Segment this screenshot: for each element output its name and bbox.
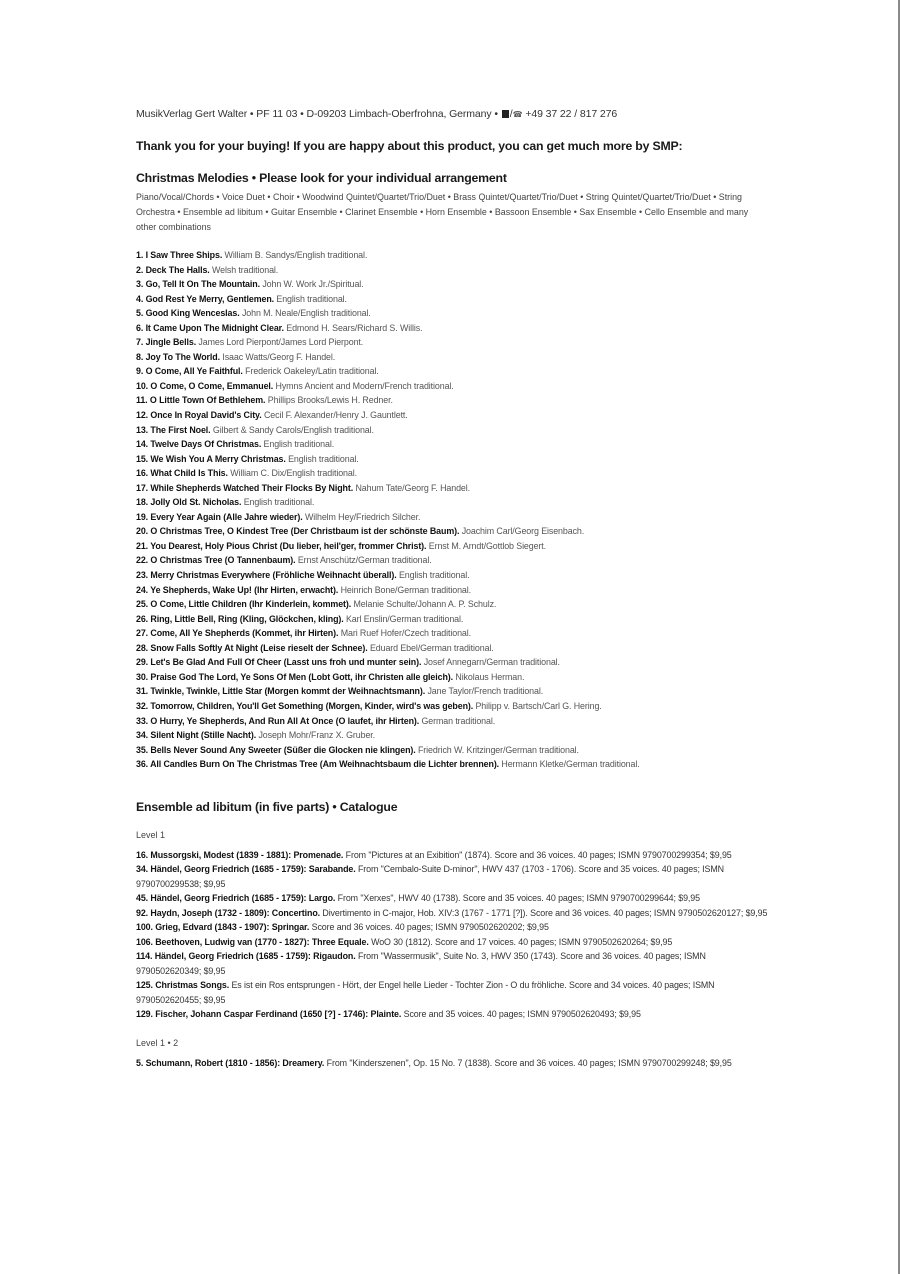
song-title: 32. Tomorrow, Children, You'll Get Something (Morgen, Kinder, wird's was geben). bbox=[136, 700, 474, 711]
song-credit: Jane Taylor/French traditional. bbox=[425, 686, 544, 697]
song-item bbox=[136, 350, 776, 365]
song-credit: English traditional. bbox=[241, 497, 315, 508]
song-credit: Mari Ruef Hofer/Czech traditional. bbox=[338, 628, 471, 639]
song-credit: English traditional. bbox=[396, 570, 470, 581]
song-item bbox=[136, 466, 776, 481]
song-item bbox=[136, 641, 776, 656]
catalogue-entry-title: 5. Schumann, Robert (1810 - 1856): Dreamery. bbox=[136, 1057, 325, 1068]
song-item bbox=[136, 364, 776, 379]
song-item bbox=[136, 539, 776, 554]
song-credit: Heinrich Bone/German traditional. bbox=[338, 584, 472, 595]
song-credit: William C. Dix/English traditional. bbox=[227, 468, 357, 479]
song-title: 31. Twinkle, Twinkle, Little Star (Morgen kommt der Weihnachtsmann). bbox=[136, 686, 426, 697]
catalogue-entry-details: From "Wassermusik", Suite No. 3, HWV 350 (1743). Score and 36 voices. 40 pages; ISMN 9790502620349; $9,95 bbox=[136, 951, 706, 976]
song-credit: Melanie Schulte/Johann A. P. Schulz. bbox=[351, 599, 497, 610]
catalogue-entry-title: 16. Mussorgski, Modest (1839 - 1881): Promenade. bbox=[136, 849, 344, 860]
song-credit: Welsh traditional. bbox=[209, 264, 279, 275]
song-item bbox=[136, 714, 776, 729]
song-credit: Nahum Tate/Georg F. Handel. bbox=[353, 482, 471, 493]
catalogue-entry-details: From "Cembalo-Suite D-minor", HWV 437 (1703 - 1706). Score and 35 voices. 40 pages; ISMN 9790700299538; $9,95 bbox=[136, 864, 724, 889]
song-credit: Edmond H. Sears/Richard S. Willis. bbox=[283, 322, 423, 333]
song-item bbox=[136, 655, 776, 670]
song-credit: John M. Neale/English traditional. bbox=[239, 308, 371, 319]
catalogue-entry-list bbox=[136, 1056, 776, 1071]
song-item bbox=[136, 743, 776, 758]
catalogue-entry-details: From "Kinderszenen", Op. 15 No. 7 (1838). Score and 36 voices. 40 pages; ISMN 9790700299248; $9,95 bbox=[324, 1057, 732, 1068]
song-credit: Wilhelm Hey/Friedrich Silcher. bbox=[302, 511, 421, 522]
thanks-heading: Thank you for your buying! If you are happy about this product, you can get much more by SMP: bbox=[136, 139, 683, 153]
header-separator: / bbox=[509, 108, 513, 120]
song-title: 35. Bells Never Sound Any Sweeter (Süßer die Glocken nie klingen). bbox=[136, 744, 416, 755]
song-title: 5. Good King Wenceslas. bbox=[136, 308, 240, 319]
song-title: 29. Let's Be Glad And Full Of Cheer (Lasst uns froh und munter sein). bbox=[136, 657, 422, 668]
song-title: 21. You Dearest, Holy Pious Christ (Du lieber, heil'ger, frommer Christ). bbox=[136, 540, 427, 551]
christmas-heading: Christmas Melodies • Please look for your individual arrangement bbox=[136, 171, 507, 185]
catalogue-entry-list bbox=[136, 848, 776, 1022]
song-item bbox=[136, 379, 776, 394]
song-credit: Karl Enslin/German traditional. bbox=[343, 613, 464, 624]
catalogue-entry-details: From "Pictures at an Exibition" (1874). Score and 36 voices. 40 pages; ISMN 9790700299354; $9,95 bbox=[343, 849, 732, 860]
song-item bbox=[136, 626, 776, 641]
catalogue-entry-details: WoO 30 (1812). Score and 17 voices. 40 pages; ISMN 9790502620264; $9,95 bbox=[368, 936, 673, 947]
song-title: 34. Silent Night (Stille Nacht). bbox=[136, 730, 257, 741]
catalogue-entry bbox=[136, 862, 768, 891]
song-item bbox=[136, 553, 776, 568]
song-credit: English traditional. bbox=[261, 439, 335, 450]
song-item bbox=[136, 757, 776, 772]
catalogue-entry bbox=[136, 949, 768, 978]
song-item bbox=[136, 510, 776, 525]
song-title: 18. Jolly Old St. Nicholas. bbox=[136, 497, 242, 508]
song-credit: James Lord Pierpont/James Lord Pierpont. bbox=[196, 337, 364, 348]
catalogue-level-label: Level 1 bbox=[136, 829, 166, 840]
catalogue-entry bbox=[136, 920, 768, 935]
song-item bbox=[136, 684, 776, 699]
catalogue-entry-details: From "Xerxes", HWV 40 (1738). Score and 35 voices. 40 pages; ISMN 9790700299644; $9,95 bbox=[335, 893, 700, 904]
song-item bbox=[136, 670, 776, 685]
publisher-phone: +49 37 22 / 817 276 bbox=[525, 108, 618, 120]
song-title: 19. Every Year Again (Alle Jahre wieder). bbox=[136, 511, 303, 522]
document-page bbox=[136, 108, 776, 1070]
song-item bbox=[136, 277, 776, 292]
catalogue-entry-title: 34. Händel, Georg Friedrich (1685 - 1759): Sarabande. bbox=[136, 864, 356, 875]
song-item bbox=[136, 248, 776, 263]
catalogue-entry-title: 125. Christmas Songs. bbox=[136, 980, 230, 991]
song-credit: Hermann Kletke/German traditional. bbox=[499, 759, 640, 770]
song-title: 14. Twelve Days Of Christmas. bbox=[136, 439, 262, 450]
catalogue-heading: Ensemble ad libitum (in five parts) • Catalogue bbox=[136, 799, 398, 814]
catalogue-entry-title: 114. Händel, Georg Friedrich (1685 - 1759): Rigaudon. bbox=[136, 951, 356, 962]
song-title: 36. All Candles Burn On The Christmas Tree (Am Weihnachtsbaum die Lichter brennen). bbox=[136, 759, 500, 770]
catalogue-entry bbox=[136, 1007, 768, 1022]
song-title: 24. Ye Shepherds, Wake Up! (Ihr Hirten, erwacht). bbox=[136, 584, 339, 595]
song-item bbox=[136, 393, 776, 408]
song-title: 33. O Hurry, Ye Shepherds, And Run All At Once (O laufet, ihr Hirten). bbox=[136, 715, 420, 726]
catalogue-level-label: Level 1 • 2 bbox=[136, 1037, 179, 1048]
song-credit: Ernst Anschütz/German traditional. bbox=[295, 555, 432, 566]
catalogue-entry-title: 106. Beethoven, Ludwig van (1770 - 1827): Three Equale. bbox=[136, 936, 369, 947]
song-credit: William B. Sandys/English traditional. bbox=[222, 250, 368, 260]
song-title: 20. O Christmas Tree, O Kindest Tree (Der Christbaum ist der schönste Baum). bbox=[136, 526, 460, 537]
song-item bbox=[136, 481, 776, 496]
catalogue-entry-title: 129. Fischer, Johann Caspar Ferdinand (1650 [?] - 1746): Plainte. bbox=[136, 1009, 402, 1020]
song-item bbox=[136, 524, 776, 539]
song-title: 25. O Come, Little Children (Ihr Kinderlein, kommet). bbox=[136, 599, 352, 610]
catalogue-entry bbox=[136, 1056, 768, 1071]
song-title: 12. Once In Royal David's City. bbox=[136, 410, 262, 421]
song-title: 7. Jingle Bells. bbox=[136, 337, 197, 348]
catalogue-entry-title: 92. Haydn, Joseph (1732 - 1809): Concertino. bbox=[136, 907, 321, 918]
song-item bbox=[136, 306, 776, 321]
song-credit: John W. Work Jr./Spiritual. bbox=[259, 279, 364, 290]
song-title: 26. Ring, Little Bell, Ring (Kling, Glöckchen, kling). bbox=[136, 613, 344, 624]
song-title: 1. I Saw Three Ships. bbox=[136, 250, 223, 260]
song-credit: Ernst M. Arndt/Gottlob Siegert. bbox=[426, 540, 547, 551]
song-title: 11. O Little Town Of Bethlehem. bbox=[136, 395, 266, 406]
song-title: 30. Praise God The Lord, Ye Sons Of Men (Lobt Gott, ihr Christen alle gleich). bbox=[136, 671, 454, 682]
catalogue-entry-details: Score and 35 voices. 40 pages; ISMN 9790502620493; $9,95 bbox=[401, 1009, 641, 1020]
song-title: 4. God Rest Ye Merry, Gentlemen. bbox=[136, 293, 275, 304]
song-credit: Frederick Oakeley/Latin traditional. bbox=[242, 366, 379, 377]
phone-icon bbox=[502, 110, 509, 118]
song-title: 3. Go, Tell It On The Mountain. bbox=[136, 279, 260, 290]
song-title: 28. Snow Falls Softly At Night (Leise rieselt der Schnee). bbox=[136, 642, 368, 653]
song-item bbox=[136, 699, 776, 714]
song-credit: Isaac Watts/Georg F. Handel. bbox=[219, 351, 336, 362]
catalogue-entry bbox=[136, 848, 768, 863]
song-credit: Joachim Carl/Georg Eisenbach. bbox=[459, 526, 585, 537]
song-title: 6. It Came Upon The Midnight Clear. bbox=[136, 322, 284, 333]
song-credit: Nikolaus Herman. bbox=[453, 671, 525, 682]
song-credit: German traditional. bbox=[419, 715, 496, 726]
song-list bbox=[136, 248, 776, 772]
song-title: 23. Merry Christmas Everywhere (Fröhliche Weihnacht überall). bbox=[136, 570, 397, 581]
song-credit: English traditional. bbox=[285, 453, 359, 464]
song-title: 2. Deck The Halls. bbox=[136, 264, 210, 275]
song-item bbox=[136, 568, 776, 583]
fax-icon: ☎ bbox=[512, 110, 523, 119]
catalogue-entry-title: 45. Händel, Georg Friedrich (1685 - 1759): Largo. bbox=[136, 893, 336, 904]
song-item bbox=[136, 728, 776, 743]
song-credit: Cecil F. Alexander/Henry J. Gauntlett. bbox=[261, 410, 408, 421]
song-item bbox=[136, 495, 776, 510]
song-title: 13. The First Noel. bbox=[136, 424, 211, 435]
publisher-header bbox=[136, 108, 776, 120]
catalogue-levels bbox=[136, 830, 776, 1071]
catalogue-entry-details: Score and 36 voices. 40 pages; ISMN 9790502620202; $9,95 bbox=[309, 922, 549, 933]
catalogue-entry bbox=[136, 978, 768, 1007]
song-item bbox=[136, 292, 776, 307]
song-item bbox=[136, 321, 776, 336]
publisher-address: MusikVerlag Gert Walter • PF 11 03 • D-09203 Limbach-Oberfrohna, Germany • bbox=[136, 108, 498, 120]
song-credit: Gilbert & Sandy Carols/English traditional. bbox=[210, 424, 374, 435]
song-item bbox=[136, 423, 776, 438]
song-item bbox=[136, 263, 776, 278]
song-title: 10. O Come, O Come, Emmanuel. bbox=[136, 380, 274, 391]
catalogue-entry bbox=[136, 935, 768, 950]
song-credit: Joseph Mohr/Franz X. Gruber. bbox=[256, 730, 376, 741]
song-item bbox=[136, 408, 776, 423]
song-item bbox=[136, 335, 776, 350]
catalogue-entry-details: Divertimento in C-major, Hob. XIV:3 (1767 - 1771 [?]). Score and 36 voices. 40 pages; ISMN 9790502620127; $9,95 bbox=[320, 907, 768, 918]
song-credit: English traditional. bbox=[274, 293, 347, 304]
song-item bbox=[136, 583, 776, 598]
song-item bbox=[136, 437, 776, 452]
song-title: 17. While Shepherds Watched Their Flocks By Night. bbox=[136, 482, 354, 493]
catalogue-entry-title: 100. Grieg, Edvard (1843 - 1907): Springar. bbox=[136, 922, 310, 933]
catalogue-entry-details: Es ist ein Ros entsprungen - Hört, der Engel helle Lieder - Tochter Zion - O du fröhliche. Score and 34 voices. 40 pages; ISMN 9790502620455; $9,95 bbox=[136, 980, 715, 1005]
song-title: 27. Come, All Ye Shepherds (Kommet, ihr Hirten). bbox=[136, 628, 339, 639]
song-credit: Phillips Brooks/Lewis H. Redner. bbox=[265, 395, 393, 406]
song-credit: Eduard Ebel/German traditional. bbox=[367, 642, 494, 653]
song-item bbox=[136, 452, 776, 467]
song-credit: Philipp v. Bartsch/Carl G. Hering. bbox=[473, 700, 602, 711]
song-item bbox=[136, 612, 776, 627]
song-credit: Friedrich W. Kritzinger/German traditional. bbox=[415, 744, 579, 755]
song-credit: Josef Annegarn/German traditional. bbox=[421, 657, 560, 668]
song-title: 9. O Come, All Ye Faithful. bbox=[136, 366, 243, 377]
catalogue-entry bbox=[136, 906, 768, 921]
catalogue-entry bbox=[136, 891, 768, 906]
song-item bbox=[136, 597, 776, 612]
song-title: 22. O Christmas Tree (O Tannenbaum). bbox=[136, 555, 296, 566]
song-title: 16. What Child Is This. bbox=[136, 468, 228, 479]
christmas-intro: Piano/Vocal/Chords • Voice Duet • Choir • Woodwind Quintet/Quartet/Trio/Duet • Brass Quintet/Quartet/Trio/Duet • String Quintet/Quartet/Trio/Duet • String Orchestra • Ensemble ad libitum • Guitar Ensemble • Clarinet Ensemble • Horn Ensemble • Bassoon Ensemble • Sax Ensemble • Cello Ensemble and many other combinations bbox=[136, 192, 749, 232]
song-title: 15. We Wish You A Merry Christmas. bbox=[136, 453, 286, 464]
song-title: 8. Joy To The World. bbox=[136, 351, 220, 362]
song-credit: Hymns Ancient and Modern/French traditional. bbox=[273, 380, 454, 391]
